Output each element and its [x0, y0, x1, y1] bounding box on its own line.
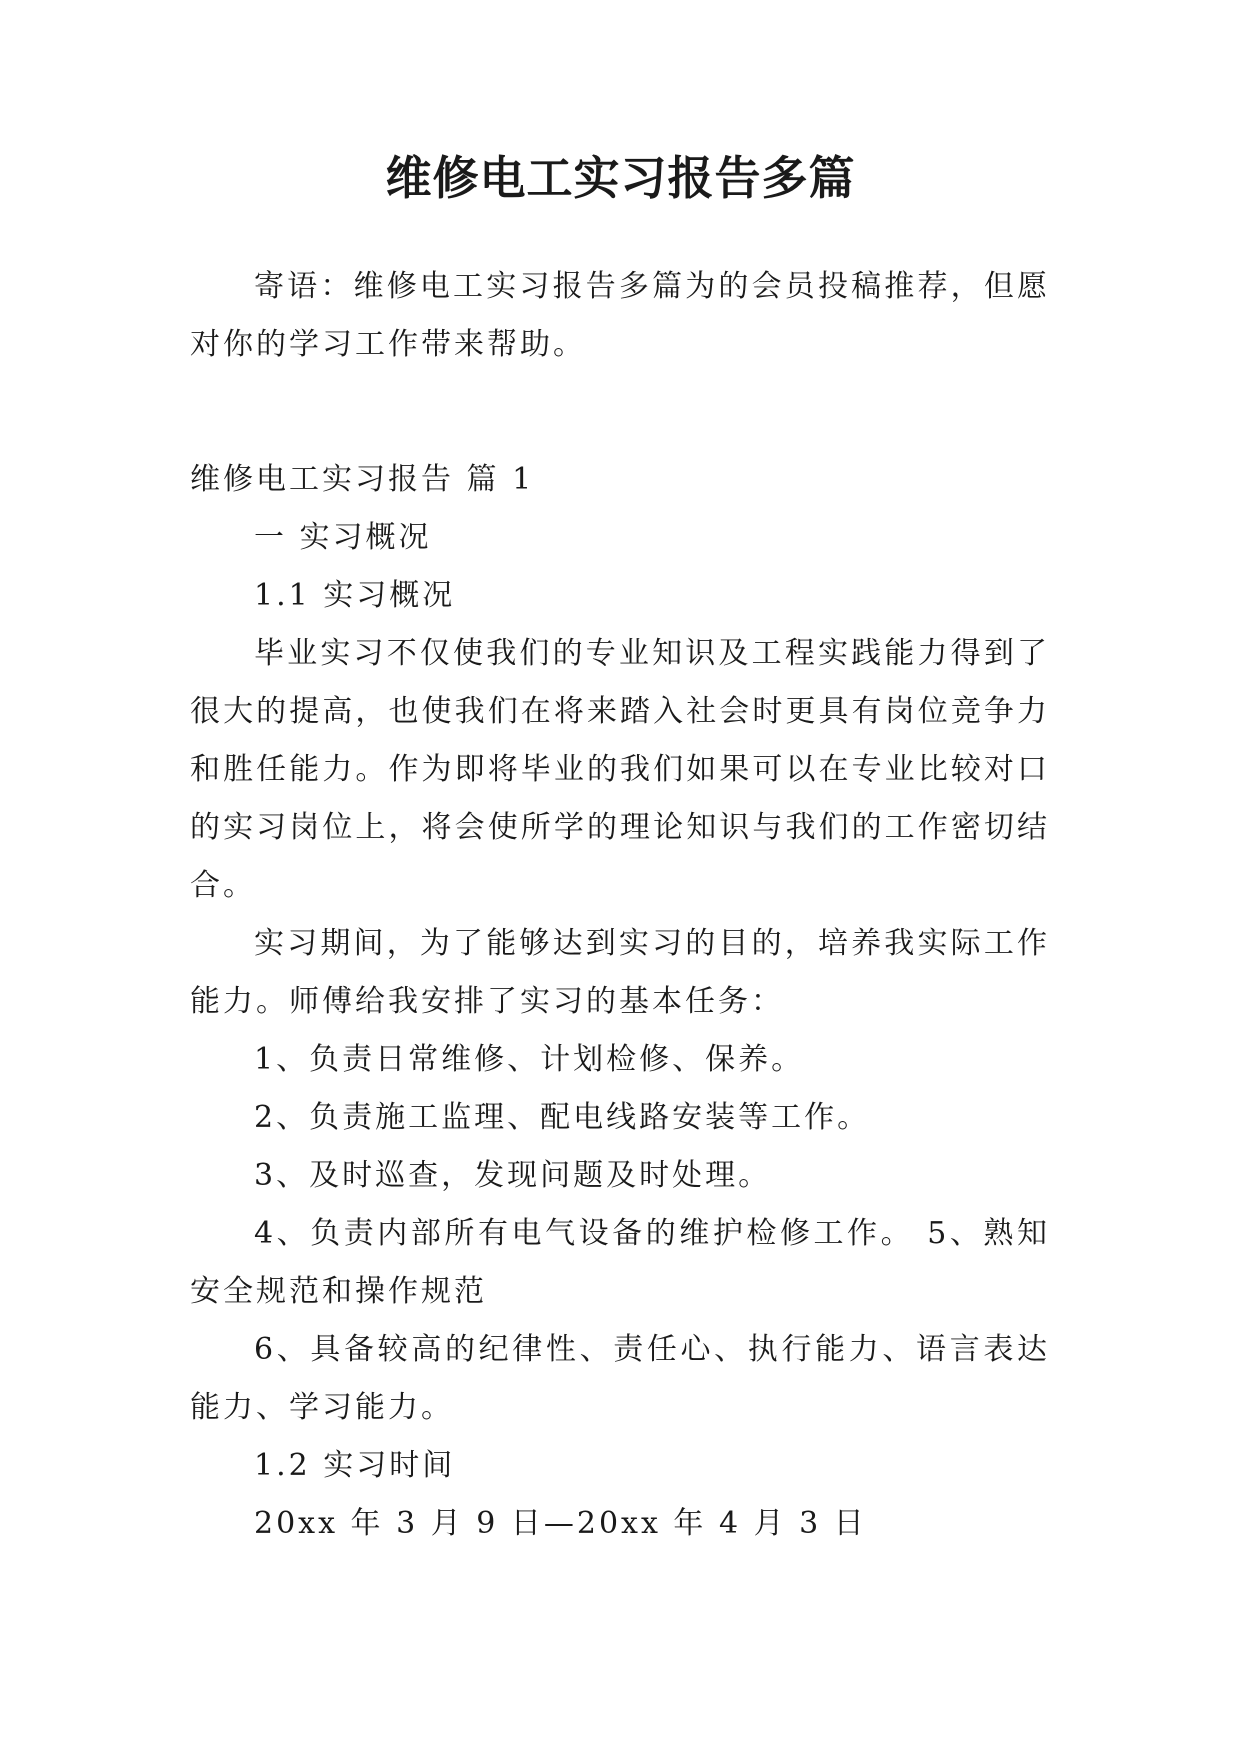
period-text: 20xx 年 3 月 9 日—20xx 年 4 月 3 日: [254, 1506, 867, 1541]
document-title: 维修电工实习报告多篇: [385, 151, 856, 205]
body-paragraph: 毕业实习不仅使我们的专业知识及工程实践能力得到了很大的提高，也使我们在将来踏入社会时更具有岗位竞争力和胜任能力。作为即将毕业的我们如果可以在专业比较对口的实习岗位上，将会使所学的理论知识与我们的工作密切结合。: [190, 636, 1050, 903]
task-item: 4、负责内部所有电气设备的维护检修工作。 5、熟知安全规范和操作规范: [190, 1216, 1050, 1309]
foreword-paragraph: 寄语：维修电工实习报告多篇为的会员投稿推荐，但愿对你的学习工作带来帮助。: [190, 269, 1050, 362]
subsection-heading: 1.2 实习时间: [254, 1448, 456, 1483]
task-item: 3、及时巡查，发现问题及时处理。: [254, 1158, 772, 1193]
subsection-heading: 1.1 实习概况: [254, 578, 456, 613]
task-item: 6、具备较高的纪律性、责任心、执行能力、语言表达能力、学习能力。: [190, 1332, 1050, 1425]
task-item: 2、负责施工监理、配电线路安装等工作。: [254, 1100, 871, 1135]
body-paragraph: 实习期间，为了能够达到实习的目的，培养我实际工作能力。师傅给我安排了实习的基本任务：: [190, 926, 1050, 1019]
document-body: [190, 258, 1050, 1553]
task-item: 1、负责日常维修、计划检修、保养。: [254, 1042, 805, 1077]
section-heading: 维修电工实习报告 篇 1: [190, 462, 535, 497]
subsection-heading: 一 实习概况: [254, 520, 432, 555]
spacer: [190, 374, 1050, 451]
